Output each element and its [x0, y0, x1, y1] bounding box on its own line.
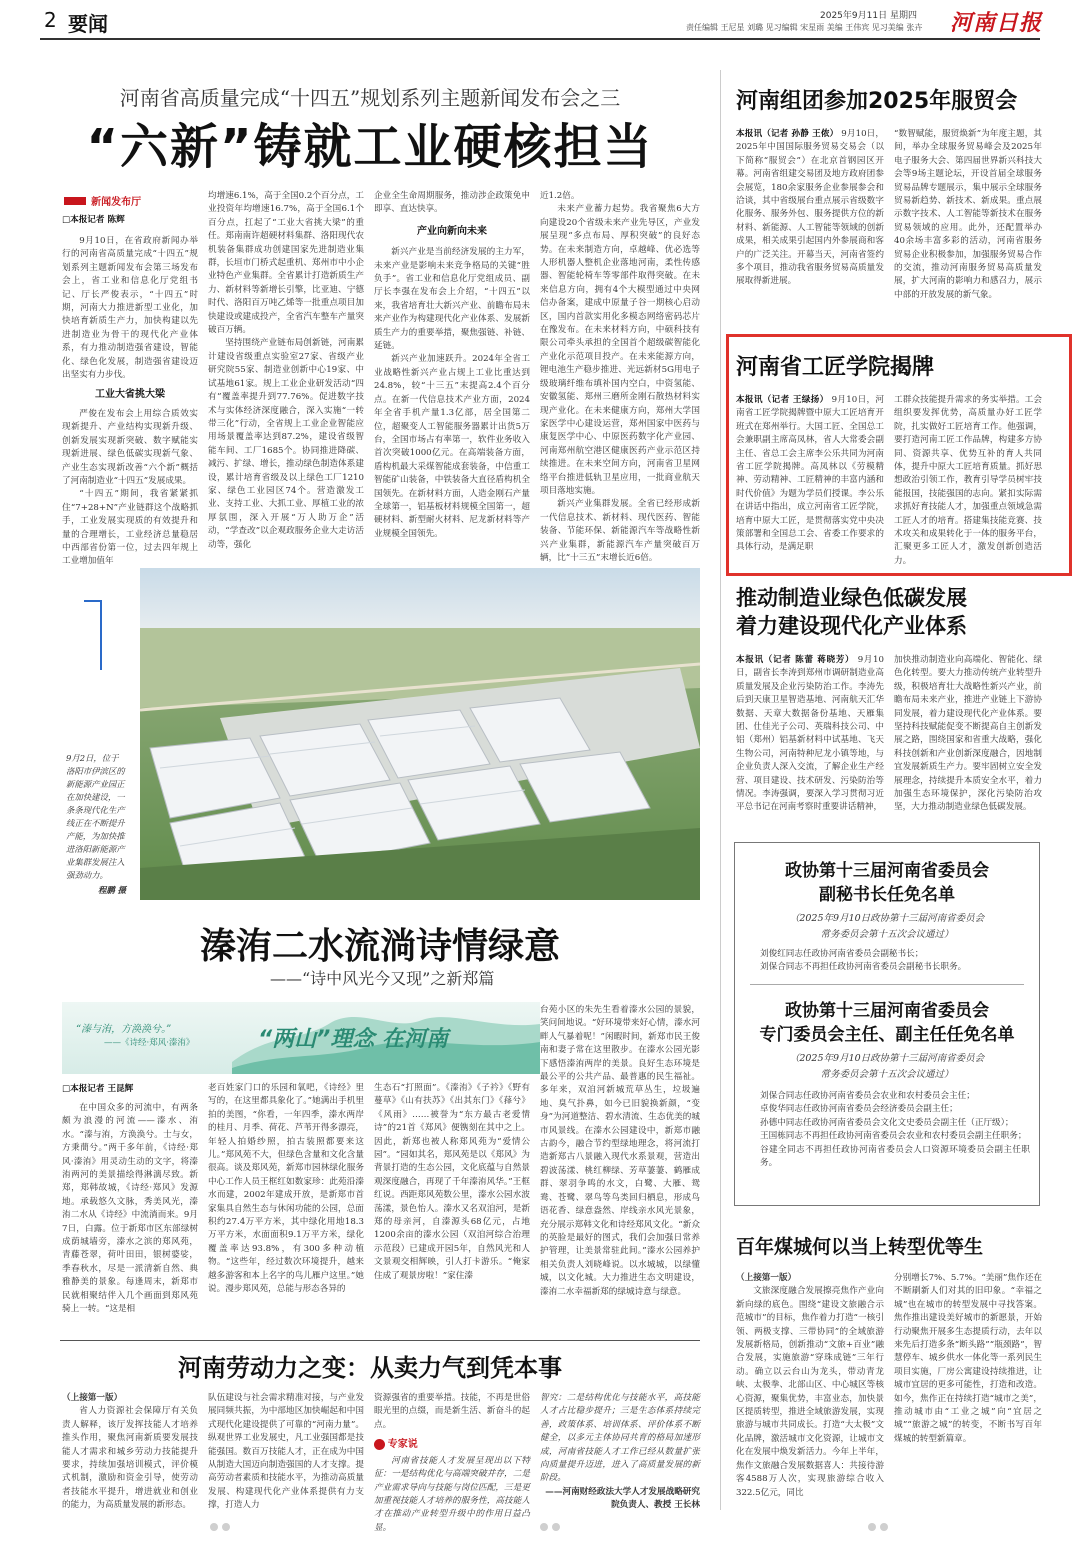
- academy-byline: 本报讯（记者 王绿扬）: [736, 395, 829, 405]
- lead-paragraph: 坚持围绕产业链布局创新链，河南累计建设省级重点实验室27家、省级产业研究院55家、制造业创新中心19家、中试基地61家。规上工业企业研发活动“四有”覆盖率提升到77.76%。促进数字技术与实体经济深度融合，深入实施“一转带三化”行动，全省规上工业企业智能应用场景覆盖率达到87.2%，建设省级智能车间、工厂1685个。协同推进降碳、减污、扩绿、增长，推动绿色制造体系建设，累计培育省级及以上绿色工厂1210家、绿色工业园区74个。营造激发工业、支持工业、大抓工业、厚植工业的浓厚氛围，深入开展“万人助万企”活动，“学查改”以企观政服务企业大走访活动等，强化: [208, 338, 364, 550]
- fair-column-1: [736, 128, 884, 324]
- expert-tag-label: 专家说: [387, 1439, 418, 1451]
- lead-column-2: [208, 190, 364, 563]
- green-headline-line-1: 推动制造业绿色低碳发展: [736, 586, 967, 610]
- feature-paragraph: 在中国众多的河流中，有两条颇为浪漫的河流——溱水、洧水。“溱与洧，方涣涣兮。士与女，方秉蕳兮。”两千多年前，《诗经·郑风·溱洧》用灵动生动的文字，将溱洧两河的美景描绘得淋漓尽致。新郑，郑韩故城，《诗经·郑风》发源地。承载悠久文脉，秀美风光，溱洧二水从《诗经》中流淌而来。9月7日，白露。位于新郑市区东部绿树成荫城墙旁，溱水之滨的郑风苑，青藤苍翠，荷叶田田，银树婆娑，季春秋水，尽是一派清新自然、典雅静美的景象。每逢周末，新郑市民就相聚结伴入几个画面到郑风苑骑上一转。“这是相: [62, 1103, 198, 1315]
- notice-list-item: 刘保合同志不再担任政协河南省委员会副秘书长职务。: [760, 962, 967, 973]
- fair-paragraph: 9月10日，2025年中国国际服务贸易交易会（以下简称“服贸会”）在北京首钢园区开幕。河南省组建交易团及地方政府团参会展览，180余家服务企业参展参会和洽谈，其中省级展台重点展示省级数字化服务、服务外包、服务提供方位的新材料、新能源、人工智能等领域的创新成果，相关成果引起国内外参展商和客户的广泛关注。开幕当天，河南省签约多个项目，推动我省服务贸易高质量发展取得新进展。: [736, 129, 885, 287]
- labor-paragraph: 省人力资源社会保障厅有关负责人解释，该厅发挥技能人才培养推头作用，聚焦河南新质要发展技能人才需求和城乡劳动力技能提升要求，持续加强培训模式，评价模式机制，激励和资金引导，使劳动者技能水平提升，增进就业和创业的能力，为高质量发展的新形态。: [62, 1406, 198, 1511]
- editor-credits: 责任编辑 王尼星 刘璐 见习编辑 宋星雨 美编 王伟宾 见习美编 张卉: [686, 23, 923, 32]
- industrial-park-photo: [140, 568, 700, 900]
- notice-list-item: 卓俊华同志任政协河南省委员会经济委员会副主任；: [760, 1104, 958, 1115]
- feature-byline: □本报记者 王昆辉: [62, 1084, 134, 1094]
- labor-paragraph: 队伍建设与社会需求精准对接，与产业发展同频共振，为中部地区加快崛起和中国式现代化建设提供了可靠的“河南力量”。纵观世界工业发展史，凡工业强国都是技能强国。数百万技能人才，正在成为中国从制造大国迈向制造强国的人才支撑。提高劳动者素质和技能水平，为推动高质量发展、构建现代化产业体系提供有力支撑，打造人力: [208, 1393, 364, 1511]
- notice-2-note-line-2: 常务委员会第十五次会议通过）: [820, 1069, 954, 1080]
- labor-paragraph: 资源强省的重要举措。技能，不再是世俗眼光里的点缀，而是新生活、新奋斗的起点。: [374, 1393, 530, 1430]
- academy-paragraph: 9月10日，河南省工匠学院揭牌暨中原大工匠培育开班式在郑州举行。大国工匠、全国总工会兼职副主席高凤林，省人大常委会副主任、省总工会主席李公乐共同为河南省工匠学院揭牌。高凤林以《劳模精神、劳动精神、工匠精神的丰富内涵和时代价值》为题为学员们授课。李公乐在讲话中指出，成立河南省工匠学院，培育中原大工匠，是贯彻落实党中央决策部署和全国总工会、省委工作要求的具体行动，是满足职: [736, 395, 885, 553]
- fair-paragraph: “数智赋能，服贸焕新”为年度主题，其间，举办全球服务贸易峰会及2025年电子服务大会、第四届世界新兴科技大会等9场主题论坛，开设首届全球服务贸易品牌专题展示，集中展示全球服务贸易新趋势、新技术、新成果。重点展示数字技术、人工智能等新技术在服务贸易领域的应用。此外，还配置举办40余场丰富多彩的活动，河南省服务贸易企业积极参加，加强服务贸易合作的交流，推动河南服务贸易高质量发展，扩大河南的影响力和感召力，展示中部的开放发展的新气象。: [894, 129, 1042, 300]
- green-byline: 本报讯（记者 陈蕾 蒋晓芳）: [736, 655, 855, 665]
- lead-paragraph: 新兴产业是当前经济发展的主力军，未来产业是影响未来竞争格局的关键“胜负手”。省工业和信息化厅党组成员、副厅长李强在发布会上介绍，“十四五”以来，我省培育壮大新兴产业、前瞻布局未来产业作为构建现代化产业体系、发展新质生产力的重要举措，聚焦强链、补链、延链。: [374, 247, 530, 352]
- masthead: [0, 0, 1080, 40]
- coal-continued-note: （上接第一版）: [736, 1273, 797, 1283]
- quote-source: ——《诗经·郑风·溱洧》: [104, 1038, 195, 1048]
- lead-byline: □本报记者 陈辉: [62, 215, 125, 225]
- feature-column-4: [540, 1004, 700, 1334]
- feature-paragraph: 老百姓家门口的乐园和氧吧，《诗经》里写的，在这里都具象化了。”她满出手机里拍的美图，“你看，一年四季，溱水两岸的桂月、月季、荷花、芦苇开得多漂亮，年轻人拍婚纱照，拍古装照都要来这儿。”郑风苑不大，但绿色含量和文化含量很高。谈及郑风苑，新郑市园林绿化服务中心工作人员王框红如数家珍：此苑沿溱水而建，2002年建成开放，是新郑市首家集具自然生态与休闲功能的公园，总面积约27.4万平方米，其中绿化用地18.3万平方米，水面面积9.1万平方米，绿化覆盖率达93.8%，有300多种动植物。“这些年，经过数次环境提升，越来越多游客和本上名字的鸟儿雁户这里。”她说。漫步郑风苑，总能与形态各异的: [208, 1083, 364, 1295]
- page-dots: [210, 1516, 236, 1526]
- tag-decoration: [64, 197, 86, 205]
- lead-paragraph: “十四五”期间，我省紧紧抓住“7+28+N”产业链群这个战略抓手，工业发展实现质的有效提升和量的合理增长，工业经济总量稳居中西部省份第一位，过去四年规上工业增加值年: [62, 489, 198, 567]
- feature-column-2: [208, 1082, 364, 1334]
- academy-column-2: [894, 394, 1042, 566]
- notice-list-item: 刘俊红同志任政协河南省委员会副秘书长；: [760, 949, 924, 959]
- green-headline-line-2: 着力建设现代化产业体系: [736, 614, 967, 638]
- page-number: 2: [44, 8, 57, 32]
- lead-paragraph: 未来产业蓄力起势。我省聚焦6大方向建设20个省级未来产业先导区，产业发展呈现“多点布局、厚积突破”的良好态势。在未来制造方向，卓越峰、优必选等人形机器人整机企业落地河南，柔性传感器、智能轮椅车等零部件取得突破。在未来信息方向，拥有4个大模型通过中央网信办备案，建成中原量子谷一期核心启动区，国内首款实用化多模态网络密码芯片在豫发布。在未来材料方向，中硕科技有限公司牵头承担的全国首个超级碳智能化产业化示范项目投产。在未来能源方向，锂电池生产稳步推进、光远新材5G用电子级玻璃纤维布填补国内空白，中资氢能、安徽氢能、郑州三磨所金刚石散热材料实现产业化。在未来健康方向，郑州大学国家医学中心建设运营，郑州国家中医药与康复医学中心、中原医药数字化产业园、河南郑州航空港区健康医药产业示范区持续推进。在未来空间方向，河南省卫星网络平台推进低轨卫星应用，一批商业航天项目落地实施。: [540, 204, 700, 496]
- masthead-rule: [40, 38, 1040, 40]
- academy-paragraph: 工群众技能提升需求的务实举措。工会组织要发挥优势，高质量办好工匠学院，扎实做好工匠培育工作。他强调，要打造河南工匠工作品牌，构建多方协同、资源共享、优势互补的育人共同体，提升中原大工匠培育质量。抓好思想政治引领工作，教育引导学员树牢技能报国，技能强国的志向。紧扣实际需求抓好育技能人才，加强重点领域急需工匠人才的培育。搭建集技能竞赛、技术攻关和成果转化于一体的服务平台，汇聚更多工匠人才，激发创新创造活力。: [894, 395, 1042, 566]
- notice-1-list: [760, 948, 1030, 978]
- labor-column-4: [540, 1392, 700, 1511]
- feature-headline: 溱洧二水流淌诗情绿意: [199, 926, 560, 967]
- notice-list-item: 刘保合同志任政协河南省委员会农业和农村委员会主任；: [760, 1091, 975, 1101]
- green-column-2: [894, 654, 1042, 836]
- lead-column-3: [374, 190, 530, 563]
- column-divider: [720, 70, 721, 1510]
- photo-credit: 程鹏 摄: [97, 885, 126, 895]
- notice-list-item: 谷建全同志不再担任政协河南省委员会人口资源环境委员会副主任职务。: [760, 1144, 1030, 1169]
- notice-1-title-line-2: 副秘书长任免名单: [819, 885, 955, 905]
- fair-column-2: [894, 128, 1042, 324]
- notice-list-item: 王国栋同志不再担任政协河南省委员会农业和农村委员会副主任职务；: [760, 1131, 1027, 1142]
- section-rule: [60, 1340, 700, 1341]
- lead-paragraph: 新兴产业集群发展。全省已经形成新一代信息技术、新材料、现代医药、智能装备、节能环保、新能源汽车等战略性新兴产业集群，新能源汽车产量突破百万辆，比“十三五”末增长近6倍。: [540, 499, 700, 563]
- labor-column-3: [374, 1392, 530, 1533]
- lead-paragraph: 均增速6.1%，高于全国0.2个百分点，工业投资年均增速16.7%，高于全国6.1个百分点，扛起了“工业大省挑大梁”的重任。郑南南许超硬材料集群、洛阳现代农机装备集群成功创建国家先进制造业集群，长垣市门桥式起重机、郑州市中小企业特色产业集群。全省累计打造新质生产力、新材料等新增长引擎，比亚迪、宁德时代、洛阳百万吨乙烯等一批重点项目加快建设或建成投产，全省汽车整车产量突破百万辆。: [208, 191, 364, 336]
- quote-text: “溱与洧，方涣涣兮。”: [76, 1024, 172, 1035]
- expert-note: 河南省技能人才发展呈现出以下特征：一是结构优化与高端突破并存，二是产业需求导向与技能与岗位匹配，三是更加重视技能人才培养的服务性，高技能人才在推动产业转型升级中的作用日益凸显。: [374, 1455, 530, 1533]
- coal-column-2: [894, 1272, 1042, 1508]
- labor-continued-note: （上接第一版）: [62, 1393, 123, 1403]
- tag-label: 新闻发布厅: [91, 197, 142, 208]
- notice-1-note-line-2: 常务委员会第十五次会议通过）: [820, 929, 954, 940]
- notice-divider: [750, 984, 1024, 985]
- lead-paragraph: 9月10日，在省政府新闻办举行的河南省高质量完成“十四五”规划系列主题新闻发布会第三场发布会上，省工业和信息化厅党组书记、厅长严俊表示，“十四五”时期，河南大力推进新型工业化，加快培育新质生产力，加快构建以先进制造业为骨干的现代化产业体系，有力推动制造强省建设，智能化、绿色化发展，制造强省建设迈出坚实有力步伐。: [62, 236, 198, 381]
- lead-kicker: 河南省高质量完成“十四五”规划系列主题新闻发布会之三: [119, 86, 621, 110]
- labor-column-2: [208, 1392, 364, 1511]
- expert-badge-icon: [374, 1439, 385, 1450]
- labor-column-1: [62, 1392, 198, 1511]
- feature-banner: [62, 1002, 540, 1074]
- coal-paragraph: 文旅深度融合发展擦亮焦作产业向新向绿的底色。围绕“建设文旅融合示范城市”的目标，焦作着力打造“一核引领、两极支撑、三带协同”的全域旅游发展新格局，创新推动“文旅+百业”融合发展，实施旅游“穿珠成链”三年行动。确立以云台山为龙头，带动青龙峡、太极拳、北部山区、中心城区等核心资源，聚集优势，丰富业态，加快景区提质转型，推进全域旅游发展，实现旅游与城市共同成长。打造“大太极”文化品牌，激活城市文化资源，让城市文化在发展中焕发新活力。今年上半年，焦作文旅融合发展数据喜人：共接待游客4588万人次，实现旅游综合收入322.5亿元，同比: [736, 1286, 884, 1498]
- feature-column-3: [374, 1082, 530, 1334]
- feature-paragraph: 台苑小区的朱先生看着溱水公园的景貌，笑问间地说。“好环境带来好心情，溱水河畔人气暴着呢！”闲暇时间，新郑市民王俊南和妻子常在这里散步。在溱水公园光影下感悟溱洧两岸的美景。良好生态环境是最公平的公共产品、最普惠的民生福祉。多年来，双洎河新城荒草丛生，垃圾遍地、臭气扑鼻，如今已旧貌换新颜，“变身”为河道整洁、碧水清流、生态优美的城市风景线。在溱水公园建设中，新郑市融古韵今，融合节约型绿地理念，将河流打造新郑古八景融入现代水系景观，营造出碧波荡漾、桃红柳绿、芳草萋萋、鹤雁成群、翠羽争鸣的水文，白鹭、大雁、鸳鸯、苍鹭、翠鸟等鸟类回归栖息，形成鸟语花香、绿意盎然、岸线亲水风光景象，充分展示郑韩文化和诗经郑风文化。“新众的英脸是最好的图式，我们会加强日常养护管理，让美景常驻此间。”溱水公园养护相关负责人刘晓峰说。以水城城，以绿懂城，以文化城。大力推进生态文明建设，溱洧二水幸福新郑的绿城诗意与绿意。: [540, 1005, 700, 1297]
- page-dots: [868, 1516, 894, 1526]
- section-name: 要闻: [68, 12, 108, 36]
- lead-headline: “六新”铸就工业硬核担当: [86, 119, 654, 175]
- lead-column-1: [62, 235, 198, 567]
- notice-1-title-line-1: 政协第十三届河南省委员会: [785, 861, 989, 881]
- lead-column-4: [540, 190, 700, 563]
- caption-text: 9月2日，位于洛阳市伊滨区的新能源产业园正在加快建设，一条条现代化生产线正在不断提升产能，为加快推进洛阳新能源产业集群发展注入强劲动力。: [66, 753, 125, 880]
- fair-headline: 河南组团参加2025年服贸会: [736, 89, 1018, 114]
- green-paragraph: 加快推动制造业向高端化、智能化、绿色化转型。要大力推动传统产业转型升级，积极培育壮大战略性新兴产业，前瞻布局未来产业，推进产业链上下游协同发展，着力建设现代化产业体系。要坚持科技赋能促变不断提高自主创新发展之路，围绕国家和省重大战略，强化科技创新和产业创新深度融合，因地制宜发展新质生产力。要牢固树立安全发展理念，持续提升本质安全水平，着力加强生态环境保护，深化污染防治攻坚，大力推动制造业绿色低碳发展。: [894, 655, 1042, 813]
- coal-column-1: [736, 1272, 884, 1508]
- labor-headline: 河南劳动力之变：从卖力气到凭本事: [178, 1354, 562, 1382]
- feature-paragraph: 生态石“打照面”。《溱洧》《子衿》《野有蔓草》《山有扶苏》《出其东门》《萚兮》《风雨》……被誉为“东方最古老爱情诗”的21首《郑风》便镌刻在其中之上。因此，新郑也被人称郑风苑为“爱情公园”。“园如其名，郑风苑是以《郑风》为背景打造的生态公园，文化底蕴与自然景观深度融合，再现了千年溱洧风华。”王框红说。西距郑风苑数公里，溱水公园水波荡漾，景色怡人。溱水又名双洎河，是新郑的母亲河，自溱源头68亿元，占地1200余亩的溱水公园（双洎河综合治理示范段）已建成开园5年，自然风光和人文景观交相辉映，引人打卡游乐。“俺家住成了观景房啦！”家住溱: [374, 1083, 530, 1281]
- notice-2-title-line-2: 专门委员会主任、副主任任免名单: [759, 1025, 1015, 1045]
- expert-source: ——河南财经政法大学人才发展战略研究院负责人、教授 王长林: [545, 1486, 700, 1511]
- lead-subhead: 工业大省挑大梁: [95, 389, 165, 401]
- lead-paragraph: 近1.2倍。: [540, 191, 580, 201]
- notice-2-note-line-1: （2025年9月10日政协第十三届河南省委员会: [789, 1053, 985, 1064]
- banner-title: “两山”理念 在河南: [258, 1027, 448, 1052]
- green-paragraph: 9月10日，副省长李涛到郑州市调研制造业高质量发展及企业污染防治工作。李涛先后到天康卫星智造基地、河南航天汇华数据、天章大数据备份基地、天雁集团、仕佳光子公司、英瑞科技公司、中铝（郑州）铝基新材料中试基地、飞天生物公司，河南特种尼龙小镇等地，与企业负责人深入交流，了解企业生产经营、项目建设、技术研发、污染防治等情况。李涛强调，要深入学习贯彻习近平总书记在河南考察时重要讲话精神，: [736, 655, 884, 813]
- notice-list-item: 孙德中同志任政协河南省委员会文化文史委员会副主任（正厅级）；: [760, 1117, 1014, 1128]
- page-dots: [540, 1516, 566, 1526]
- academy-column-1: [736, 394, 884, 566]
- notice-2-title-line-1: 政协第十三届河南省委员会: [785, 1001, 989, 1021]
- coal-paragraph: 分别增长7%、5.7%。“美丽”焦作还在不断刷新人们对其的旧印象。“幸福之城”也在城市的转型发展中寻找答案。焦作推出建设美好城市的新愿景，开始行动聚焦开展多生态提质行动，去年以来先后打造多条“断头路”“瓶颈路”，智慧停车、城乡供水一体化等一系列民生项目实施，厂房公寓建设持续推进，让城市宜居的更多可能性，打造和改造。如今，焦作正在持续打造“城市之美”，推动城市由“工业之城”向“宜居之城”“旅游之城”的转变，不断书写百年煤城的转型新篇章。: [894, 1273, 1042, 1444]
- feature-subtitle: ——“诗中风光今又现”之新郑篇: [270, 969, 495, 988]
- tag-news-release: [64, 190, 204, 208]
- newspaper-logo: 河南日报: [950, 10, 1043, 36]
- green-column-1: [736, 654, 884, 836]
- photo-caption: [66, 752, 126, 897]
- lead-paragraph: 严俊在发布会上用综合质效实现新提升、产业结构实现新升级、创新发展实现新突破、数字赋能实现新进展、绿色低碳实现新气象、产业生态实现新改善“六个新”概括了河南制造业“十四五”发展成果。: [62, 408, 198, 486]
- photo-caption-bracket: [84, 600, 102, 670]
- feature-column-1: [62, 1102, 198, 1334]
- notice-2-list: [760, 1090, 1030, 1198]
- labor-paragraph: 智究：二是结构优化与技能水平，高技能人才占比稳步提升；三是生态体系持续完善，政策体系、培训体系、评价体系不断健全，以多元主体协同共育的格局加速形成，河南省技能人才工作已经从数量扩张向质量提升迈进，进入了高质量发展的新阶段。: [540, 1393, 700, 1484]
- notice-1-note-line-1: （2025年9月10日政协第十三届河南省委员会: [789, 913, 985, 924]
- lead-subhead: 产业向新向未来: [417, 225, 487, 237]
- coal-headline: 百年煤城何以当上转型优等生: [736, 1236, 984, 1258]
- issue-date: 2025年9月11日 星期四: [820, 11, 917, 21]
- fair-byline: 本报讯（记者 孙静 王侬）: [736, 129, 839, 139]
- lead-paragraph: 新兴产业加速跃升。2024年全省工业战略性新兴产业占规上工业比重达到24.8%，较“十三五”末提高2.4个百分点。在新一代信息技术产业方面，2024年全省手机产量1.3亿部，居全国第二位，超聚变人工智能服务器累计出货5万台，全国市场占有率第一，软件业务收入首次突破1000亿元。在高端装备方面，盾构机最大采煤智能成套装备，中信重工智能矿山装备，中铁装备大直径盾构机全国领先。在新材料方面，人造金刚石产量全球第一，铝基板材料规模全国第一，超硬材料、新型耐火材料、尼龙新材料等产业规模全国领先。: [374, 354, 530, 539]
- expert-tag: [374, 1438, 530, 1453]
- lead-paragraph: 企业全生命周期服务，推动涉企政策免申即享、直达快享。: [374, 191, 530, 215]
- academy-headline: 河南省工匠学院揭牌: [736, 355, 935, 380]
